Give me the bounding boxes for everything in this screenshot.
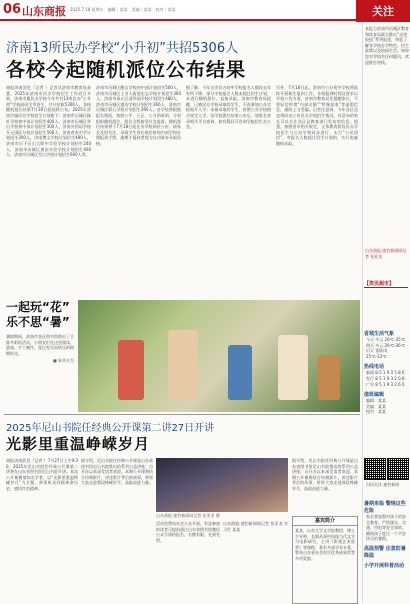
info-market-title: 【资讯超市】 <box>364 280 408 288</box>
header-rule <box>0 19 410 21</box>
feature-body: 暑假期间，济南市各区图书馆推出了丰富多彩的活动，小朋友们在这里阅读、游戏、手工制作，度过充实而快乐的假期时光。 <box>6 334 74 356</box>
children-activity-photo <box>78 300 360 412</box>
qr-code-icon[interactable] <box>387 458 409 480</box>
hotline-label: 热线电话 <box>364 364 385 371</box>
page-number: 06 <box>3 2 22 17</box>
sidebar-intro: 本报与济南市历城区教育和体育局联合推出“走进校园”系列报道，带您了解各学校办学特色、招生政策以及校园生活。如果您对学校有任何疑问，欢迎拨打热线。 <box>365 26 409 65</box>
issue-meta: 2025.7.18 星期五 编辑｜某某 美编｜某某 校对｜某某 <box>70 7 176 12</box>
story2-column-2: 据介绍，尼山书院任经典公开课是山东省图书馆尼山书院推出的系列公益讲座，自开办以来深受读者欢迎。本期公开课将结合经典影片，讲述影片背后的故事，带领大家走进那段峥嵘岁月，汲取奋进力量。 <box>81 458 153 486</box>
editor-line: 美编：某某 <box>366 403 386 409</box>
story2-column-4: 山东商报·速豹新闻网记者 张亚龙 实习生 某某 <box>223 521 288 532</box>
editor-line: 校对：某某 <box>366 409 386 415</box>
sidebar-notes <box>364 500 408 600</box>
story2-headline: 光影里重温峥嵘岁月 <box>6 435 151 453</box>
qr-box <box>364 458 408 496</box>
feature-box <box>6 300 74 412</box>
photo-caption: 山东商报·速豹新闻网记者 张亚龙 摄 <box>156 513 220 518</box>
note-heading: 暑期来临 警惕这些危险 <box>364 501 406 514</box>
story1-kicker: 济南13所民办学校“小升初”共招5306人 <box>6 41 239 56</box>
hotline-line: 新闻 8 5 1 9 3 5 8 6 <box>366 370 405 376</box>
editor-label: 值班编辑 <box>364 392 385 399</box>
note-heading: 小学开展科普活动 <box>364 562 405 569</box>
weather-line: 后天 雷阵雨 25℃-33℃ <box>366 348 388 359</box>
guest-intro-box <box>292 516 358 604</box>
qr-caption: 扫码关注 速豹新闻 <box>366 482 400 487</box>
weather-line: 今天 多云 26℃-35℃ <box>366 337 406 342</box>
note-heading: 高温预警 注意防暑降温 <box>364 545 406 559</box>
sidebar-byline: 山东商报·速豹新闻网记者 张亚龙 <box>365 248 407 259</box>
story1-column-4: 另外，7月18日起，济南市公办初中学校将陆续开展新生报到工作，各校报到时间及要求以学校公告为准。济南市教育局还提醒家长，不要轻信所谓“内部名额”“特殊渠道”等虚假信息，谨防上当受骗。记者注意到，今年各区县也将同步公布民办学校招生情况，有意向的家长可以关注各区县教育部门发布的信息。据悉，按照省市相关规定，义务教育阶段民办学校招生与公办学校同步进行，实行“公民同招”，对报名人数超过招生计划的，实行电脑随机录取。 <box>276 85 358 146</box>
story1-column-3: 据了解，今年全市民办初中学校报名人数较去年有所下降，部分学校报名人数未超过招生计划，未进行随机派位，直接录取。济南市教育局提醒，已被民办学校录取的学生，不再参加公办学校划片入学；未被录取的学生，按照公办学校相关规定入学。各学校派位结果公布后，请家长登录相关平台查询，如有疑问可咨询学校招生办公室。 <box>186 85 271 130</box>
story-divider <box>4 414 360 415</box>
story2-column-3: 活动免费向社会公众开放，有意参加的读者可提前通过山东省图书馆微信公众号预约报名，名额有限，先到先得。 <box>156 521 220 543</box>
weather-line: 明天 多云 26℃-36℃ <box>366 342 406 348</box>
feature-source: ■ 新华社发 <box>52 358 74 364</box>
qr-code-icon[interactable] <box>364 458 386 480</box>
feature-title-line2: 乐不思“暑” <box>6 315 70 329</box>
feature-title-line1: 一起玩“花” <box>6 300 70 314</box>
hotline-line: 广告 8 5 1 9 3 2 6 0 <box>366 381 405 387</box>
story1-column-2: 济南市历城区鲍山学校初中部计划招生500人，济南市历城区王舍人街道宏志学校计划招生360人，济南市章丘区清华园学校计划招生480人，济南市历城区港沟学校计划招生366人，济南市历城区彩石学校计划招生380人。各学校将根据报名情况，按照公平、公正、公开的原则，分别组织随机派位，派位全程接受社会监督。随机派位结果将于7月18日起在各学校网站公布，请家长及时关注。录取学生须在规定时间内到学校办理报到手续，逾期不报到者视为自动放弃录取资格。 <box>96 85 181 146</box>
editor-line: 编辑：某某 <box>366 398 386 404</box>
weather-box <box>364 330 408 415</box>
story1-headline: 各校今起随机派位公布结果 <box>6 59 247 81</box>
story2-kicker: 2025年尼山书院任经典公开课第二讲27日开讲 <box>6 423 215 434</box>
story1-column-1: 商报济南消息（记者 ）记者从济南市教育局获悉，2025年济南市民办学校招生工作近日开展，济南市属民办学校今年共有13所民办“小升初”学校面向全市招生，共计招收5306人，各校随机派位结果7月18日起陆续公布。2025年济南市属民办学校招生计划如下：济南市历城区稼轩学校初中部计划招生400人，济南市历城区华山学校初中部计划招生300人，济南外国语学校开元国际分校计划招生500人，济南育英中学计划招生300人，济南博文学校计划招生480人，济南市历下区山大附中实验学校计划招生240人，济南市历城区唐冶实验学校计划招生400人，济南市历城区雪山学校计划招生600人等。 <box>6 85 91 158</box>
hotline-line: 发行 8 5 1 9 3 2 0 8 <box>366 375 405 381</box>
info-market-box <box>364 280 408 290</box>
guest-intro-title: 嘉宾简介 <box>293 517 357 526</box>
weather-label: 省城生活气象 <box>364 331 395 337</box>
section-label-follow: 关注 <box>356 0 410 22</box>
lecture-photo <box>156 458 288 512</box>
story2-column-1: 商报济南消息（记者 ）7月27日上午9:30，2025年尼山书院任经典公开课第二讲将在山东省图书馆尼山书院开讲。本次公开课邀请知名学者，以“光影里重温峥嵘岁月”为主题，带领听众回顾革命历史，感悟红色精神。 <box>6 458 78 491</box>
note-body: 家长要加强对孩子的安全教育，严防溺水、交通、用电等安全事故，确保孩子度过一个平安快乐的暑假。 <box>366 514 406 542</box>
guest-intro-body: 某某，山东大学文学院教授、博士生导师，长期从事中国现当代文学与电影研究，主讲《影视艺术欣赏》等课程，著有多部学术专著，曾获山东省社会科学优秀成果奖等多项奖励。 <box>295 528 355 561</box>
story2-column-5: 据介绍，尼山书院任经典公开课是山东省图书馆尼山书院推出的系列公益讲座，自开办以来深受读者欢迎。本期公开课将结合经典影片，讲述影片背后的故事，带领大家走进那段峥嵘岁月，汲取奋进力量。 <box>292 458 358 491</box>
section-title: 山东商报 <box>22 5 66 18</box>
